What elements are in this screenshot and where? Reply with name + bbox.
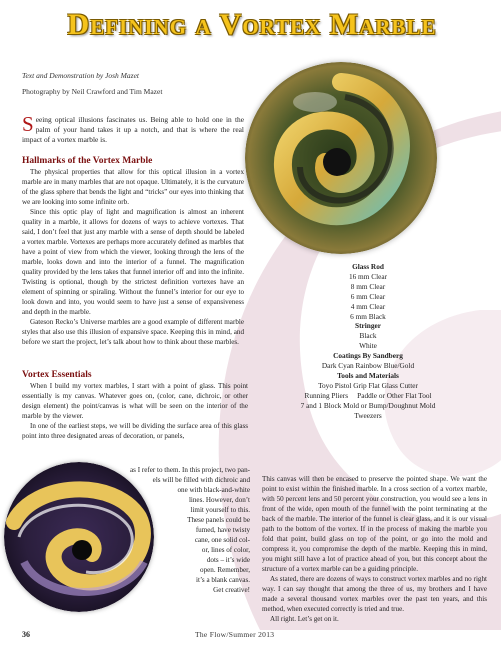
- section-body-hallmarks: [22, 167, 244, 347]
- article-title: Defining a Vortex Marble: [67, 8, 437, 41]
- materials-item: 4 mm Clear: [350, 301, 386, 311]
- text-line: Get creative!: [213, 586, 250, 594]
- text-line: els will be filled with dichroic and: [152, 476, 250, 484]
- materials-item: Dark Cyan Rainbow Blue/Gold: [321, 361, 415, 371]
- materials-item: Black: [359, 331, 377, 341]
- paragraph: All right. Let’s get on it.: [270, 615, 339, 623]
- text-line: limit yourself to this.: [190, 506, 250, 514]
- materials-item: Toyo Pistol Grip Flat Glass Cutter: [318, 380, 418, 390]
- section-heading-essentials: Vortex Essentials: [22, 370, 92, 380]
- materials-heading-coatings: Coatings By Sandberg: [333, 351, 403, 361]
- text-line: lines. However, don’t: [188, 496, 250, 504]
- paragraph: In one of the earliest steps, we will be dividing the surface area of this glass point into three designated areas of decoration, or panels,: [22, 422, 248, 440]
- materials-item: 6 mm Black: [350, 311, 386, 321]
- magazine-footer: The Flow/Summer 2013: [195, 630, 275, 639]
- materials-item: 16 mm Clear: [348, 271, 388, 281]
- materials-item: 6 mm Clear: [350, 291, 386, 301]
- text-line: These panels could be: [187, 516, 250, 524]
- wrapped-text-block: [130, 465, 250, 595]
- section-body-essentials: [22, 381, 248, 441]
- vortex-marble-photo-top: [245, 62, 437, 254]
- paragraph: As stated, there are dozens of ways to construct vortex marbles and no right way. I can say thought that among the three of us, my brothers and I have made a several thousand vortex marbles over the past ten years, and this method, when executed correctly is tried and true.: [262, 575, 487, 613]
- paragraph: This canvas will then be encased to preserve the pointed shape. We want the point to exist within the finished marble. In a cross section of a vortex marble, with 50 percent lens and 50 percent your construction, you would see a lens in front of the wide, open mouth of the funnel with the point terminating at the back of the marble. The interior of the funnel is clear glass, and it is our visual path to the bottom of the vortex. If in the process of making the marble you fold that point, build glass on top of the point, or go into the mold and compress it, you compromise the depth of the marble. Keeping this in mind, you might still have a lot of practice ahead of you, but this concept about the structure of a vortex marble can be a guiding principle.: [262, 475, 487, 573]
- materials-item: Tweezers: [354, 410, 382, 420]
- section-heading-hallmarks: Hallmarks of the Vortex Marble: [22, 156, 153, 166]
- intro-text: eeing optical illusions fascinates us. Being able to hold one in the palm of your hand takes it up a notch, and that is where the real impact of a vortex marble is.: [22, 115, 244, 145]
- photo-credit: Photography by Neil Crawford and Tim Mazet: [22, 87, 163, 96]
- text-line: cane, one solid col-: [194, 536, 250, 544]
- materials-heading-stringer: Stringer: [355, 321, 381, 331]
- materials-list: [248, 262, 488, 421]
- page-number: 36: [22, 630, 30, 639]
- paragraph: The physical properties that allow for this optical illusion in a vortex marble are in many marbles that are not opaque. Ultimately, it is the curvature of the glass sphere that bends the light and “tricks” our eyes into thinking that we are looking into some infinite orb.: [22, 168, 244, 206]
- intro-paragraph: [22, 112, 244, 146]
- materials-item: White: [359, 341, 377, 351]
- text-line: as I refer to them. In this project, two pan-: [130, 466, 250, 474]
- materials-item: Running Pliers Paddle or Other Flat Tool: [304, 390, 432, 400]
- text-line: or, lines of color,: [201, 546, 250, 554]
- materials-heading-tools: Tools and Materials: [337, 370, 399, 380]
- materials-item: 7 and 1 Block Mold or Bump/Doughnut Mold: [300, 400, 436, 410]
- paragraph: Gateson Recko’s Universe marbles are a good example of different marble styles that also use this illusion of expansive space. Keeping this in mind, and before we start the project, let’s talk about how to think about these marbles.: [22, 318, 244, 346]
- materials-heading-glass-rod: Glass Rod: [352, 262, 384, 271]
- paragraph: Since this optic play of light and magnification is almost an inherent quality in a marble, it allows for dozens of ways to achieve vortexes. That said, I don’t feel that just any marble with a sense of depth should be labeled a vortex marble. Vortexes are perhaps more accurately defined as marbles that have a point of view from which the viewer, looking through the lens of the marble, looks down and into the interior of a funnel. The magnification quality provided by the lens takes that funnel interior off and into the infinite. Twisting is optional, though by the strictest definition vortexes have an element of spinning or spiraling. Without the funnel’s interior for our eye to look down and into, you would seem to have just a sense of expansiveness and depth in the marble.: [22, 208, 244, 316]
- text-line: one with black-and-white: [177, 486, 250, 494]
- paragraph: When I build my vortex marbles, I start with a point of glass. This point essentially is my canvas. Whatever goes on, (color, cane, dichroic, or other design element) the point/canvas is what will be seen on the interior of the marble by the viewer.: [22, 382, 248, 420]
- text-credit: Text and Demonstration by Josh Mazet: [22, 71, 140, 80]
- text-line: dots – it’s wide: [206, 556, 250, 564]
- text-line: fumed, have twisty: [195, 526, 250, 534]
- text-line: open. Remember,: [200, 566, 250, 574]
- text-line: it’s a blank canvas.: [196, 576, 250, 584]
- vortex-marble-photo-bottom: [4, 462, 154, 612]
- right-column-text: [262, 474, 487, 624]
- drop-cap: S: [22, 112, 34, 136]
- materials-item: 8 mm Clear: [350, 281, 386, 291]
